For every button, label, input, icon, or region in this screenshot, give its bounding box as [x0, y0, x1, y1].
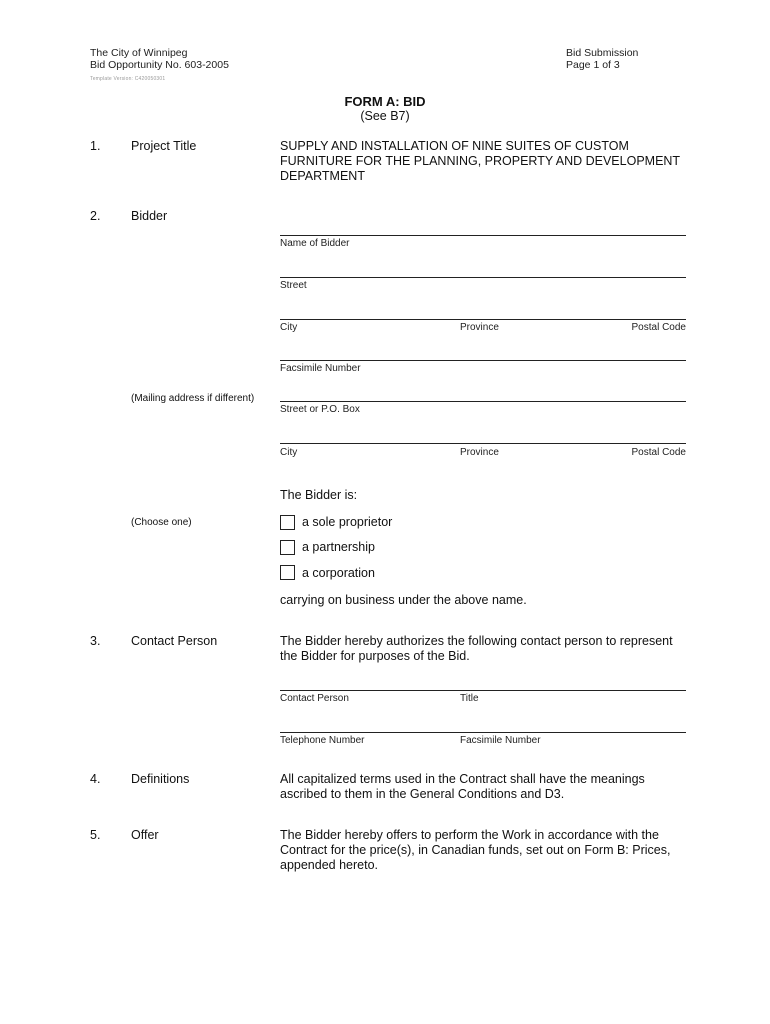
template-version: Template Version: C420050301	[90, 76, 166, 82]
offer-text-line-2: Contract for the price(s), in Canadian funds, set out on Form B: Prices,	[280, 843, 671, 857]
section-2-label: Bidder	[131, 209, 168, 223]
bidder-is-label: The Bidder is:	[280, 488, 358, 502]
postal-code-caption: Postal Code	[631, 322, 686, 333]
header-org: The City of Winnipeg	[90, 47, 188, 59]
facsimile-field[interactable]	[280, 360, 686, 361]
section-5-number: 5.	[90, 828, 101, 842]
header-bid-submission: Bid Submission	[566, 47, 639, 59]
choose-one-note: (Choose one)	[131, 517, 192, 528]
city-caption-2: City	[280, 447, 298, 458]
title-caption: Title	[460, 693, 479, 704]
contact-person-caption: Contact Person	[280, 693, 349, 704]
header-bid-number: Bid Opportunity No. 603-2005	[90, 59, 229, 71]
street-po-caption: Street or P.O. Box	[280, 404, 360, 415]
definitions-text-line-1: All capitalized terms used in the Contract shall have the meanings	[280, 772, 645, 786]
section-2-number: 2.	[90, 209, 101, 223]
project-title-line-1: SUPPLY AND INSTALLATION OF NINE SUITES OF CUSTOM	[280, 139, 629, 153]
contact-person-title-field[interactable]	[280, 690, 686, 691]
sole-proprietor-label: a sole proprietor	[302, 515, 393, 529]
partnership-label: a partnership	[302, 540, 375, 554]
street-caption: Street	[280, 280, 307, 291]
section-1-label: Project Title	[131, 139, 197, 153]
form-subtitle: (See B7)	[360, 109, 410, 123]
project-title-line-3: DEPARTMENT	[280, 169, 365, 183]
mailing-address-note: (Mailing address if different)	[131, 393, 255, 404]
offer-text-line-1: The Bidder hereby offers to perform the Work in accordance with the	[280, 828, 659, 842]
city-caption: City	[280, 322, 298, 333]
section-4-label: Definitions	[131, 772, 190, 786]
section-3-number: 3.	[90, 634, 101, 648]
carrying-on-business-text: carrying on business under the above name.	[280, 593, 527, 607]
contact-person-text-line-2: the Bidder for purposes of the Bid.	[280, 649, 470, 663]
project-title-line-2: FURNITURE FOR THE PLANNING, PROPERTY AND DEVELOPMENT	[280, 154, 681, 168]
section-5-label: Offer	[131, 828, 159, 842]
telephone-number-caption: Telephone Number	[280, 735, 365, 746]
facsimile-caption: Facsimile Number	[280, 363, 361, 374]
province-caption: Province	[460, 322, 499, 333]
postal-code-caption-2: Postal Code	[631, 447, 686, 458]
partnership-checkbox[interactable]	[280, 540, 295, 555]
definitions-text-line-2: ascribed to them in the General Conditions and D3.	[280, 787, 565, 801]
sole-proprietor-checkbox[interactable]	[280, 515, 295, 530]
corporation-checkbox[interactable]	[280, 565, 295, 580]
facsimile-number-caption: Facsimile Number	[460, 735, 541, 746]
section-3-label: Contact Person	[131, 634, 218, 648]
name-of-bidder-caption: Name of Bidder	[280, 238, 350, 249]
header-page-number: Page 1 of 3	[566, 59, 620, 71]
corporation-label: a corporation	[302, 566, 375, 580]
city-province-postal-field[interactable]	[280, 319, 686, 320]
name-of-bidder-field[interactable]	[280, 235, 686, 236]
telephone-facsimile-field[interactable]	[280, 732, 686, 733]
street-field[interactable]	[280, 277, 686, 278]
form-title: FORM A: BID	[344, 94, 426, 109]
section-4-number: 4.	[90, 772, 101, 786]
contact-person-text-line-1: The Bidder hereby authorizes the following contact person to represent	[280, 634, 673, 648]
mailing-street-field[interactable]	[280, 401, 686, 402]
province-caption-2: Province	[460, 447, 499, 458]
section-1-number: 1.	[90, 139, 101, 153]
mailing-city-province-postal-field[interactable]	[280, 443, 686, 444]
offer-text-line-3: appended hereto.	[280, 858, 379, 872]
